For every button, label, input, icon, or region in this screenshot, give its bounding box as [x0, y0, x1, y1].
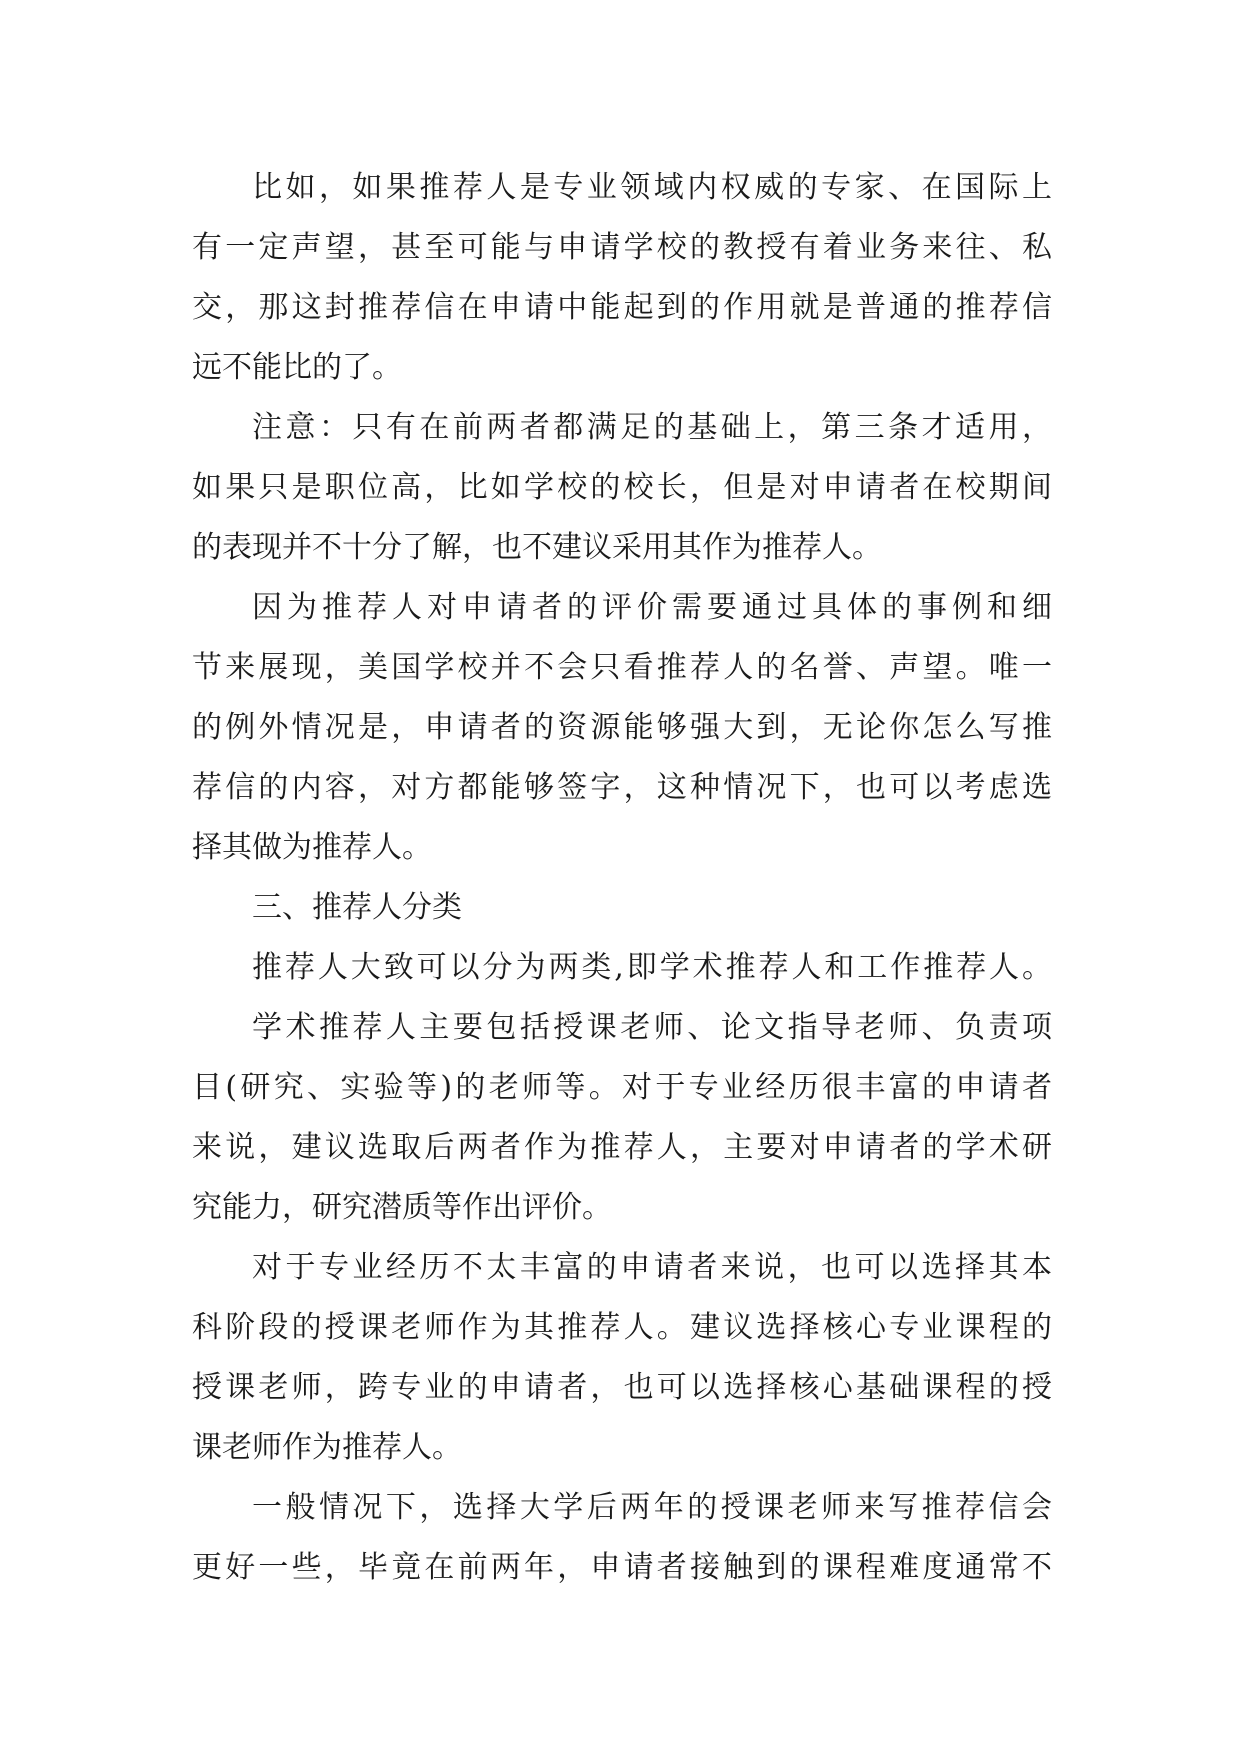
text-line: 授课老师，跨专业的申请者，也可以选择核心基础课程的授: [192, 1370, 1052, 1405]
text-line: 课老师作为推荐人。: [192, 1430, 462, 1465]
text-line: 荐信的内容，对方都能够签字，这种情况下，也可以考虑选: [192, 770, 1052, 805]
text-line: 来说，建议选取后两者作为推荐人，主要对申请者的学术研: [192, 1130, 1052, 1165]
text-line: 更好一些，毕竟在前两年，申请者接触到的课程难度通常不: [192, 1550, 1052, 1585]
text-line: 交，那这封推荐信在申请中能起到的作用就是普通的推荐信: [192, 290, 1052, 325]
text-line: 推荐人大致可以分为两类,即学术推荐人和工作推荐人。: [252, 950, 1052, 985]
text-line: 有一定声望，甚至可能与申请学校的教授有着业务来往、私: [192, 230, 1052, 265]
text-line: 科阶段的授课老师作为其推荐人。建议选择核心专业课程的: [192, 1310, 1052, 1345]
text-line: 的例外情况是，申请者的资源能够强大到，无论你怎么写推: [192, 710, 1052, 745]
document-body: [192, 158, 1052, 1598]
text-line: 因为推荐人对申请者的评价需要通过具体的事例和细: [252, 590, 1052, 625]
text-line: 择其做为推荐人。: [192, 830, 432, 865]
section-heading: 三、推荐人分类: [252, 890, 462, 925]
text-line: 节来展现，美国学校并不会只看推荐人的名誉、声望。唯一: [192, 650, 1052, 685]
text-line: 究能力，研究潜质等作出评价。: [192, 1190, 612, 1225]
text-line: 如果只是职位高，比如学校的校长，但是对申请者在校期间: [192, 470, 1052, 505]
text-line: 比如，如果推荐人是专业领域内权威的专家、在国际上: [252, 170, 1052, 205]
text-line: 一般情况下，选择大学后两年的授课老师来写推荐信会: [252, 1490, 1052, 1525]
text-line: 对于专业经历不太丰富的申请者来说，也可以选择其本: [252, 1250, 1052, 1285]
text-line: 注意：只有在前两者都满足的基础上，第三条才适用，: [252, 410, 1052, 445]
text-line: 学术推荐人主要包括授课老师、论文指导老师、负责项: [252, 1010, 1052, 1045]
text-line: 的表现并不十分了解，也不建议采用其作为推荐人。: [192, 530, 882, 565]
text-line: 远不能比的了。: [192, 350, 402, 385]
text-line: 目(研究、实验等)的老师等。对于专业经历很丰富的申请者: [192, 1070, 1052, 1105]
